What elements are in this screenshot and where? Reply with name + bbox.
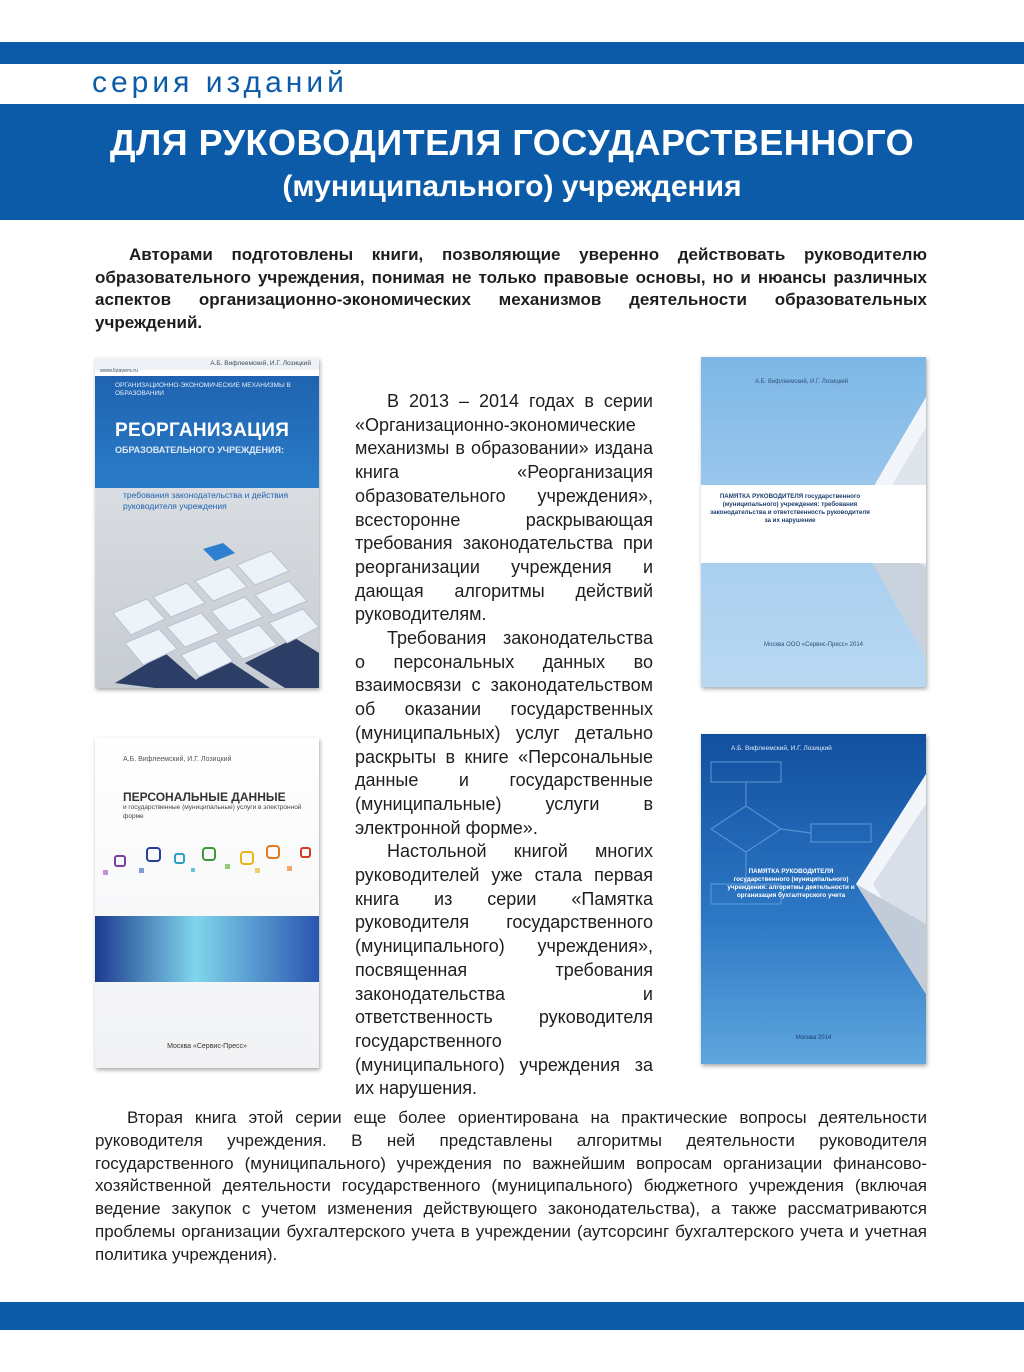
outro-paragraph-container (95, 1107, 927, 1267)
cover-authors: А.Б. Вифлеемский, И.Г. Лозицкий (755, 379, 848, 385)
cover-color-band (95, 916, 319, 982)
cover-authors: А.Б. Вифлеемский, И.Г. Лозицкий (210, 360, 311, 367)
cover-title: ПЕРСОНАЛЬНЫЕ ДАННЫЕ (123, 790, 286, 804)
cover-subtitle: и государственные (муниципальные) услуги в электронной форме (123, 804, 302, 820)
book-cover-personal-data (95, 738, 319, 1068)
cube-grid-image (95, 543, 319, 688)
middle-text-column (355, 390, 653, 1101)
middle-paragraph: В 2013 – 2014 годах в серии «Организационно-экономические механизмы в образовании» издана книга «Реорганизация образовательного учреждения», всесторонне раскрывающая требования законодательства при реорганизации учреждения и дающая алгоритмы действий руководителям. (355, 391, 653, 625)
cover-subtitle: ОБРАЗОВАТЕЛЬНОГО УЧРЕЖДЕНИЯ: (115, 445, 284, 455)
cover-url: www.lizavers.ru (100, 368, 139, 374)
colored-squares-graphic (95, 838, 319, 888)
middle-paragraph: Требования законодательства о персональных данных во взаимосвязи с законодательством об оказании государственных (муниципальных) услуг детально раскрыты в книге «Персональные данные и государственные (муниципальные) услуги в электронной форме». (355, 628, 653, 838)
cover-requirements: требования законодательства и действия руководителя учреждения (123, 490, 289, 511)
outro-paragraph: Вторая книга этой серии еще более ориентирована на практические вопросы деятельности руководителя учреждения. В ней представлены алгоритмы деятельности руководителя государственного (муниципального) учреждения по важнейшим вопросам организации финансово-хозяйственной деятельности государственного (муниципального) бюджетного учреждения (включая ведение закупок с учетом изменения действующего законодательства), а также рассматриваются проблемы организации бухгалтерского учета в учреждении (аутсорсинг бухгалтерского учета и учетная политика учреждения). (95, 1108, 927, 1264)
book-cover-reorganization (95, 358, 319, 688)
title-banner (0, 104, 1024, 220)
cover-authors: А.Б. Вифлеемский, И.Г. Лозицкий (123, 756, 232, 763)
book-cover-pamyatka-1 (701, 357, 926, 687)
cover-title: ПАМЯТКА РУКОВОДИТЕЛЯ государственного (муниципального) учреждения: алгоритмы деятельности и организация бухгалтерского учета (727, 868, 855, 899)
series-label: серия изданий (92, 66, 348, 99)
bottom-stripe (0, 1302, 1024, 1330)
cover-publisher: Москва ООО «Сервис-Пресс» 2014 (763, 642, 864, 648)
cover-publisher: Москва 2014 (795, 1035, 832, 1041)
cover-authors: А.Б. Вифлеемский, И.Г. Лозицкий (731, 745, 832, 752)
cover-title: РЕОРГАНИЗАЦИЯ (115, 420, 290, 441)
book-cover-pamyatka-2 (701, 734, 926, 1064)
intro-paragraph: Авторами подготовлены книги, позволяющие уверенно действовать руководителю образовательного учреждения, понимая не только правовые основы, но и нюансы различных аспектов организационно-экономических механизмов деятельности образовательных учреждений. (95, 245, 927, 332)
cover-title: ПАМЯТКА РУКОВОДИТЕЛЯ государственного (муниципального) учреждения: требования законодательства и ответственность руководителя за их нарушение (710, 493, 870, 524)
cover-publisher: Москва «Сервис-Пресс» (167, 1043, 247, 1050)
middle-paragraph: Настольной книгой многих руководителей уже стала первая книга из серии «Памятка руководителя государственного (муниципального) учреждения», посвященная требования законодательства и ответственность руководителя государственного (муниципального) учреждения за их нарушения. (355, 841, 653, 1099)
title-line1: ДЛЯ РУКОВОДИТЕЛЯ ГОСУДАРСТВЕННОГО (109, 122, 915, 163)
cover-series: ОРГАНИЗАЦИОННО-ЭКОНОМИЧЕСКИЕ МЕХАНИЗМЫ В ОБРАЗОВАНИИ (115, 382, 291, 397)
title-line2: (муниципального) учреждения (282, 170, 742, 203)
top-stripe (0, 42, 1024, 64)
